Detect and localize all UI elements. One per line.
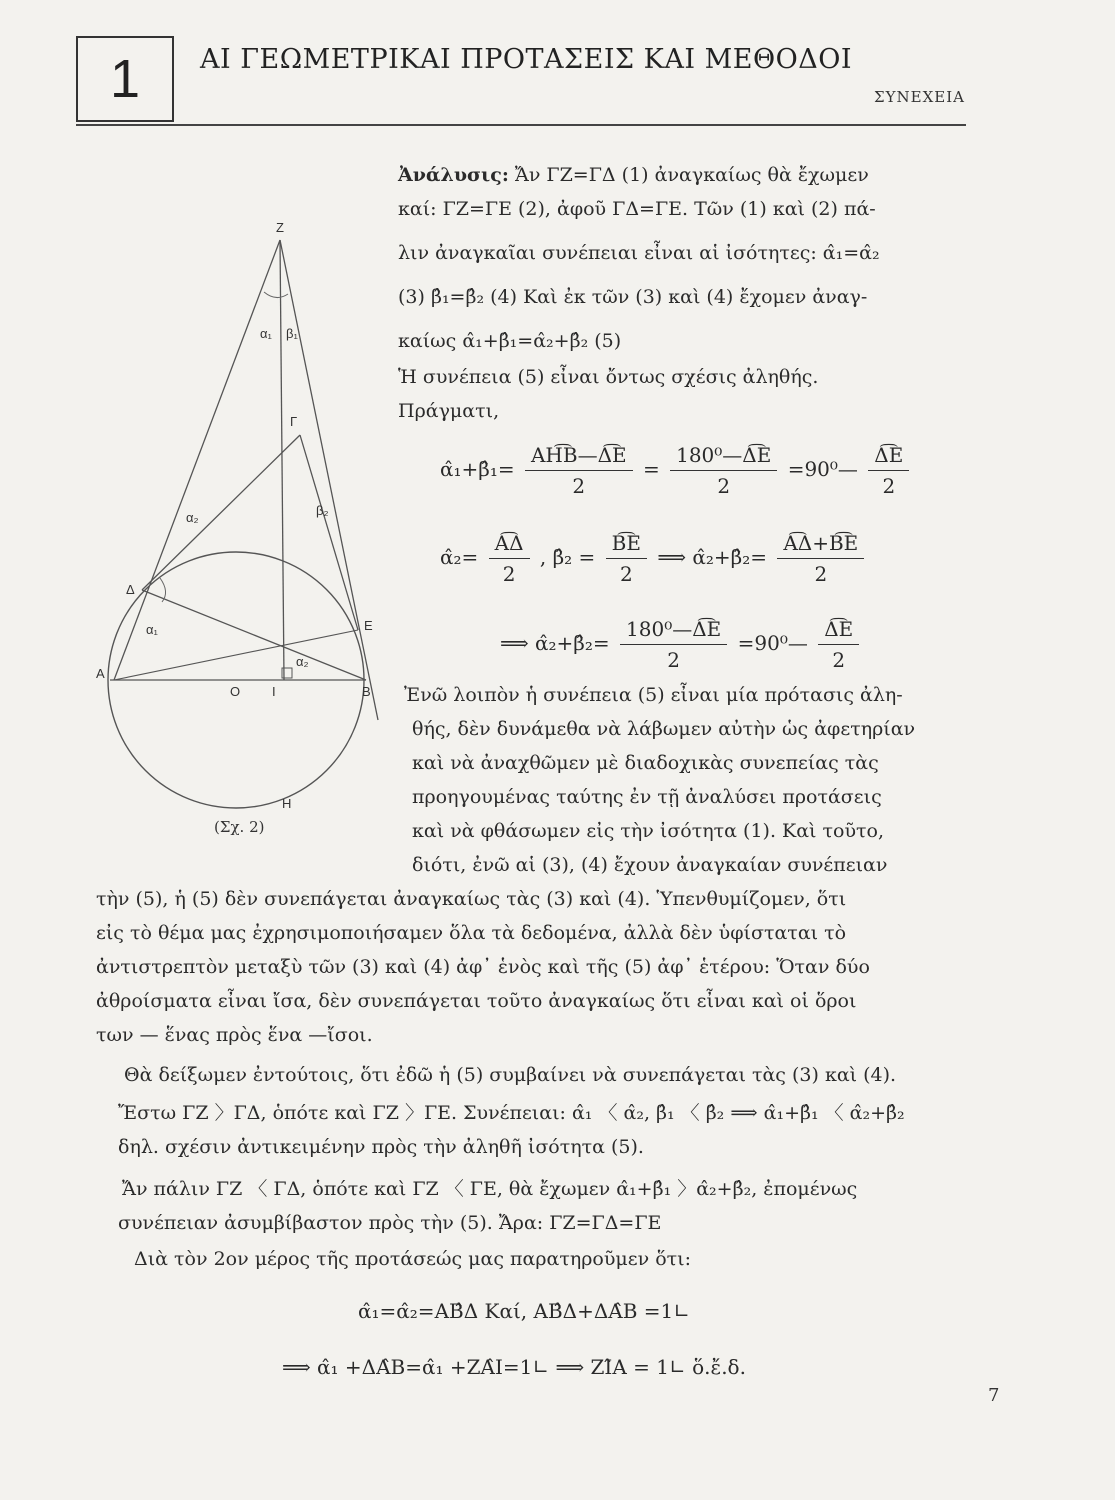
eq3-f1-num: 180⁰—Δ͡Ε: [620, 614, 727, 645]
para1-line-4: προηγουμένας ταύτης ἐν τῇ ἀναλύσει προτάσεις: [412, 786, 882, 808]
analysis-text-1: Ἄν ΓΖ=ΓΔ (1) ἀναγκαίως θὰ ἔχωμεν: [514, 164, 869, 186]
analysis-line-4: (3) β̂₁=β̂₂ (4) Καὶ ἐκ τῶν (3) καὶ (4) ἔχομεν ἀναγ-: [398, 286, 868, 308]
eq3-f1-den: 2: [667, 648, 680, 672]
eq1-lhs: α̂₁+β̂₁=: [440, 457, 515, 481]
eq2-f2-den: 2: [619, 562, 633, 586]
equation-3: [500, 614, 863, 675]
label-H: H: [282, 796, 292, 810]
eq2-frac-2: [606, 528, 647, 589]
final-line-1: α̂₁=α̂₂=ΑΒ̂Δ Καί, ΑΒ̂Δ+ΔΑ̂Β =1∟: [358, 1299, 691, 1323]
label-A: A: [96, 666, 105, 681]
line-EA: [114, 630, 358, 680]
eq1-frac-3: [868, 440, 909, 501]
eq1-f3-den: 2: [882, 474, 896, 498]
para1-line-1: Ἐνῶ λοιπὸν ἡ συνέπεια (5) εἶναι μία πρότασις ἀλη-: [404, 684, 903, 706]
eq3-frac-1: [620, 614, 727, 675]
page-subtitle: ΣΥΝΕΧΕΙΑ: [874, 88, 965, 106]
label-I: I: [272, 684, 276, 699]
geometry-figure: [90, 210, 390, 810]
eq2-f1-num: Α͡Δ: [489, 528, 530, 559]
para1-line-3: καὶ νὰ ἀναχθῶμεν μὲ διαδοχικὰς συνεπείας τὰς: [412, 752, 879, 774]
eq1-f2-den: 2: [717, 474, 731, 498]
eq2-sep: , β̂₂ =: [539, 545, 596, 569]
line-ZA: [114, 240, 280, 680]
eq3-frac-2: [818, 614, 859, 675]
eq2-arrow: ⟹ α̂₂+β̂₂=: [657, 545, 767, 569]
para2-line-3: ἀντιστρεπτὸν μεταξὺ τῶν (3) καὶ (4) ἀφ᾽ ἑνὸς καὶ τῆς (5) ἀφ᾽ ἑτέρου: Ὅταν δύο: [96, 956, 870, 978]
equation-2: [440, 528, 868, 589]
page-number: 7: [988, 1385, 1000, 1406]
eq1-f3-num: Δ͡Ε: [868, 440, 909, 471]
label-D: Δ: [126, 582, 135, 597]
para1-line-6: διότι, ἐνῶ αἱ (3), (4) ἔχουν ἀναγκαίαν συνέπειαν: [412, 854, 888, 876]
para5-line-2: συνέπειαν ἀσυμβίβαστον πρὸς τὴν (5). Ἄρα: ΓΖ=ΓΔ=ΓΕ: [118, 1212, 662, 1234]
analysis-line-2: καί: ΓΖ=ΓΕ (2), ἀφοῦ ΓΔ=ΓΕ. Τῶν (1) καὶ (2) πά-: [398, 198, 876, 220]
analysis-line-5: καίως α̂₁+β̂₁=α̂₂+β̂₂ (5): [398, 330, 622, 352]
label-B: B: [362, 684, 371, 699]
eq2-f2-num: Β͡Ε: [606, 528, 647, 559]
eq1-f2-num: 180⁰—Δ͡Ε: [670, 440, 777, 471]
label-a1-top: α₁: [260, 326, 272, 341]
header-rule: [76, 124, 966, 126]
para1-line-5: καὶ νὰ φθάσωμεν εἰς τὴν ἰσότητα (1). Καὶ τοῦτο,: [412, 820, 885, 842]
chapter-number: 1: [109, 49, 141, 109]
chapter-number-box: [76, 36, 174, 122]
figure-caption: (Σχ. 2): [214, 818, 265, 836]
eq1-mid: =90⁰—: [787, 457, 858, 481]
para3: Θὰ δείξωμεν ἐντούτοις, ὅτι ἐδῶ ἡ (5) συμβαίνει νὰ συνεπάγεται τὰς (3) καὶ (4).: [124, 1064, 897, 1086]
analysis-line-3: λιν ἀναγκαῖαι συνέπειαι εἶναι αἱ ἰσότητες: α̂₁=α̂₂: [398, 242, 880, 264]
label-a1-bottom: α₁: [146, 622, 158, 637]
para2-line-1: τὴν (5), ἡ (5) δὲν συνεπάγεται ἀναγκαίως τὰς (3) καὶ (4). Ὑπενθυμίζομεν, ὅτι: [96, 888, 847, 910]
label-b2-right: β₂: [316, 503, 329, 518]
line-DG: [142, 435, 300, 590]
para6: Διὰ τὸν 2ον μέρος τῆς προτάσεώς μας παρατηροῦμεν ὅτι:: [134, 1248, 691, 1270]
analysis-lead: Ἀνάλυσις:: [398, 164, 509, 186]
para5-line-1: Ἄν πάλιν ΓΖ 〈 ΓΔ, ὁπότε καὶ ΓΖ 〈 ΓΕ, θὰ ἔχωμεν α̂₁+β̂₁ 〉α̂₂+β̂₂, ἐπομένως: [122, 1178, 858, 1200]
eq3-lhs: ⟹ α̂₂+β̂₂=: [500, 631, 610, 655]
label-O: O: [230, 684, 241, 699]
eq1-eq: =: [642, 457, 660, 481]
line-ZI: [280, 240, 284, 680]
page-title: ΑΙ ΓΕΩΜΕΤΡΙΚΑΙ ΠΡΟΤΑΣΕΙΣ ΚΑΙ ΜΕΘΟΔΟΙ: [200, 44, 853, 75]
equation-1: [440, 440, 913, 501]
eq1-frac-1: [525, 440, 633, 501]
para4-line-1: Ἔστω ΓΖ 〉ΓΔ, ὁπότε καὶ ΓΖ 〉ΓΕ. Συνέπειαι: α̂₁ 〈 α̂₂, β̂₁ 〈 β̂₂ ⟹ α̂₁+β̂₁ 〈 α̂₂+β̂₂: [118, 1102, 905, 1124]
para2-line-5: των — ἕνας πρὸς ἕνα —ἴσοι.: [96, 1024, 373, 1046]
eq3-f2-den: 2: [832, 648, 846, 672]
eq2-f1-den: 2: [502, 562, 516, 586]
eq3-mid: =90⁰—: [737, 631, 808, 655]
label-b1-top: β₁: [286, 326, 298, 341]
analysis-line-6: Ἡ συνέπεια (5) εἶναι ὄντως σχέσις ἀληθής.: [398, 366, 819, 388]
para1-line-2: θής, δὲν δυνάμεθα νὰ λάβωμεν αὐτὴν ὡς ἀφετηρίαν: [412, 718, 916, 740]
eq2-frac-3: [777, 528, 864, 589]
final-line-2: ⟹ α̂₁ +ΔΑ̂Β=α̂₁ +ΖΑ̂Ι=1∟ ⟹ ΖΙ̂Α = 1∟ ὅ.ἔ.δ.: [282, 1355, 746, 1379]
eq3-f2-num: Δ͡Ε: [818, 614, 859, 645]
eq1-f1-num: ΑΗ͡Β—Δ͡Ε: [525, 440, 633, 471]
line-ZB: [280, 240, 378, 720]
label-Z: Z: [276, 220, 284, 235]
label-a2-left: α₂: [186, 510, 199, 525]
eq2-frac-1: [489, 528, 530, 589]
eq1-f1-den: 2: [572, 474, 586, 498]
label-a2-bottom: α₂: [296, 654, 309, 669]
analysis-line-1: [398, 160, 869, 190]
eq2-lhs: α̂₂=: [440, 545, 479, 569]
para2-line-4: ἀθροίσματα εἶναι ἴσα, δὲν συνεπάγεται τοῦτο ἀναγκαίως ὅτι εἶναι καὶ οἱ ὅροι: [96, 990, 857, 1012]
eq2-f3-den: 2: [814, 562, 828, 586]
label-E: E: [364, 618, 373, 633]
para2-line-2: εἰς τὸ θέμα μας ἐχρησιμοποιήσαμεν ὅλα τὰ δεδομένα, ἀλλὰ δὲν ὑφίσταται τὸ: [96, 922, 847, 944]
analysis-line-7: Πράγματι,: [398, 400, 500, 422]
label-G: Γ: [290, 414, 298, 429]
eq2-f3-num: Α͡Δ+Β͡Ε: [777, 528, 864, 559]
eq1-frac-2: [670, 440, 777, 501]
line-GE: [300, 435, 358, 630]
para4-line-2: δηλ. σχέσιν ἀντικειμένην πρὸς τὴν ἀληθῆ ἰσότητα (5).: [118, 1136, 644, 1158]
